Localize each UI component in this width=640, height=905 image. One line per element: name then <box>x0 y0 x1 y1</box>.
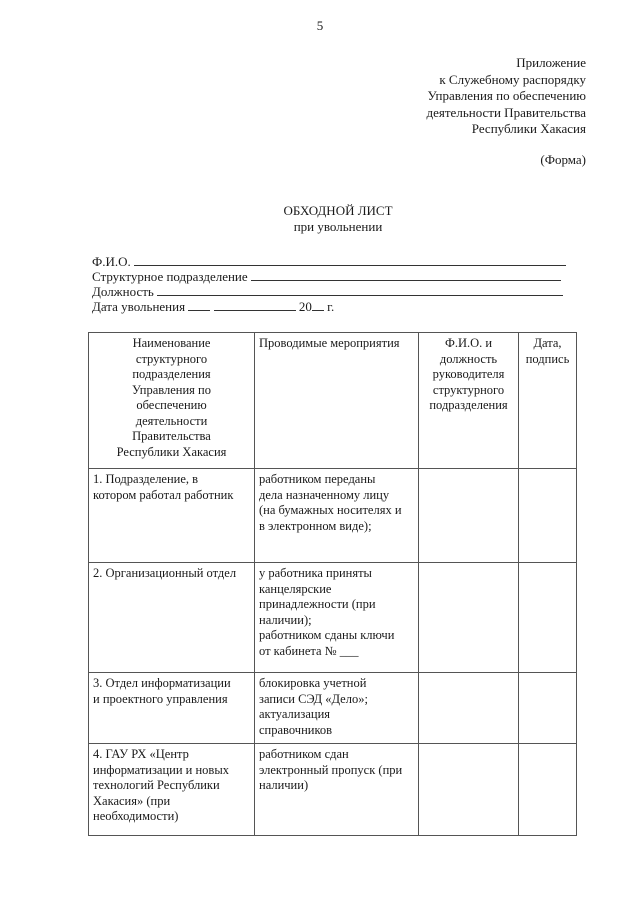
action-cell <box>255 673 419 744</box>
year-prefix: 20 <box>298 299 312 314</box>
unit-text: 3. Отдел информатизации и проектного управления <box>93 676 231 706</box>
appendix-line: Приложение <box>516 55 586 70</box>
date-cell[interactable] <box>519 563 577 673</box>
header-actions <box>255 333 419 469</box>
fio-cell[interactable] <box>419 469 519 563</box>
appendix-line: деятельности Правительства <box>426 104 586 120</box>
unit-text: 4. ГАУ РХ «Центр информатизации и новых технологий Республики Хакасия» (при необходимости) <box>93 747 229 823</box>
dismissal-date-label: Дата увольнения <box>92 299 186 314</box>
action-text: работником сдан электронный пропуск (при наличии) <box>259 747 403 792</box>
fio-field <box>92 254 566 269</box>
date-cell[interactable] <box>519 673 577 744</box>
unit-cell <box>89 563 255 673</box>
position-field <box>92 284 563 299</box>
unit-text: 2. Организационный отдел <box>93 566 237 580</box>
appendix-block <box>427 55 586 138</box>
table-header-row <box>89 333 577 469</box>
date-cell[interactable] <box>519 744 577 836</box>
header-unit-text: Наименование структурного подразделения Управления по обеспечению деятельности Правительства Республики Хакасия <box>116 336 227 459</box>
page-number: 5 <box>316 18 324 33</box>
fio-cell[interactable] <box>419 673 519 744</box>
header-fio-text: Ф.И.О. и должность руководителя структурного подразделения <box>429 336 508 412</box>
document-subtitle: при увольнении <box>293 219 383 234</box>
fio-blank[interactable] <box>134 254 566 266</box>
action-text: работником переданы дела назначенному лицу (на бумажных носителях и в электронном виде); <box>259 472 402 533</box>
department-label: Структурное подразделение <box>92 269 248 284</box>
fio-cell[interactable] <box>419 563 519 673</box>
month-blank[interactable] <box>214 299 296 311</box>
table-row <box>89 673 577 744</box>
day-blank[interactable] <box>188 299 210 311</box>
header-fio <box>419 333 519 469</box>
header-date-text: Дата, подпись <box>525 336 570 366</box>
header-actions-text: Проводимые мероприятия <box>259 336 400 350</box>
table-row <box>89 744 577 836</box>
year-suffix: г. <box>327 299 335 314</box>
unit-cell <box>89 744 255 836</box>
header-date <box>519 333 577 469</box>
unit-cell <box>89 673 255 744</box>
department-field <box>92 269 561 284</box>
document-title-block <box>0 203 640 235</box>
appendix-line: к Служебному распорядку <box>439 71 586 87</box>
fio-label: Ф.И.О. <box>92 254 131 269</box>
appendix-line: Республики Хакасия <box>471 121 586 136</box>
header-unit <box>89 333 255 469</box>
action-text: блокировка учетной записи СЭД «Дело»; актуализация справочников <box>259 676 368 737</box>
position-blank[interactable] <box>157 284 563 296</box>
table-row <box>89 563 577 673</box>
department-blank[interactable] <box>251 269 561 281</box>
dismissal-date-field <box>92 299 334 314</box>
form-label: (Форма) <box>540 152 586 167</box>
unit-cell <box>89 469 255 563</box>
year-blank[interactable] <box>312 299 324 311</box>
document-title: ОБХОДНОЙ ЛИСТ <box>283 203 393 218</box>
unit-text: 1. Подразделение, в котором работал работник <box>93 472 234 502</box>
date-cell[interactable] <box>519 469 577 563</box>
action-text: у работника приняты канцелярские принадлежности (при наличии); работником сданы ключи от кабинета № ___ <box>259 566 395 658</box>
clearance-table <box>88 332 577 836</box>
action-cell <box>255 469 419 563</box>
position-label: Должность <box>92 284 154 299</box>
table-row <box>89 469 577 563</box>
action-cell <box>255 744 419 836</box>
appendix-line: Управления по обеспечению <box>427 88 586 103</box>
fio-cell[interactable] <box>419 744 519 836</box>
action-cell <box>255 563 419 673</box>
